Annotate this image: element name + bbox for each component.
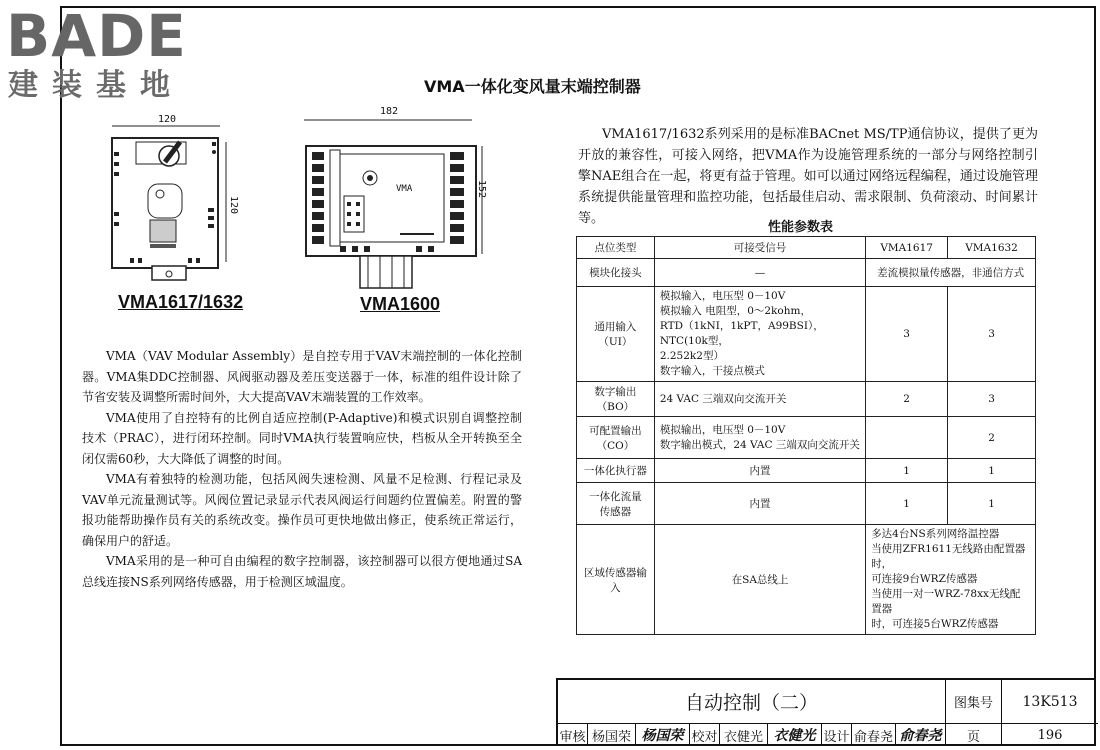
designer-signature: 俞春尧 (896, 724, 946, 746)
description-paragraph: VMA有着独特的检测功能，包括风阀失速检测、风量不足检测、行程记录及VAV单元流量测试等。风阀位置记录显示代表风阀运行间题约位置偏差。附置的警报功能帮助操作员有关的系统改变。操作员可更快地做出修正，使系统正常运行，确保用户的舒适。 (82, 472, 522, 548)
signal: 24 VAC 三端双向交流开关 (654, 382, 865, 417)
merged-value: 差流模拟量传感器，非通信方式 (866, 259, 1036, 287)
type-line: 传感器 (599, 505, 632, 518)
table-header: 可接受信号 (654, 237, 865, 259)
signal-line: RTD（1kNI，1kPT，A99BSI），NTC(10k型， (659, 320, 824, 347)
vma1617-value: 1 (866, 483, 948, 525)
drawing-name: 自动控制（二） (558, 680, 946, 724)
point-type: 区域传感器输入 (577, 525, 655, 635)
width-dimension: 182 (380, 106, 399, 117)
logo-word: BADE (6, 2, 187, 70)
check-label: 校对 (690, 724, 720, 746)
description-text (82, 346, 522, 592)
spec-table (576, 236, 1036, 635)
device-drawing-vma1600 (300, 106, 500, 316)
atlas-number: 13K513 (1002, 680, 1098, 724)
point-type (577, 417, 655, 459)
signal-line: 模拟输入，电压型 0－10V (659, 290, 786, 302)
point-type: 通用输入（UI） (577, 287, 655, 382)
vma1632-value: 2 (948, 417, 1036, 459)
type-line: 一体化流量 (589, 490, 642, 503)
description-paragraph: VMA使用了自控特有的比例自适应控制(P-Adaptive)和模式识别自调整控制技术（PRAC），进行闭环控制。同时VMA执行装置响应快，档板从全开转换至全闭仅需60秒，大大降低了调整的时间。 (82, 410, 522, 466)
table-row (577, 459, 1036, 483)
description-paragraph: VMA（VAV Modular Assembly）是自控专用于VAV末端控制的一体化控制器。VMA集DDC控制器、风阀驱动器及差压变送器于一体，标准的组件设计除了节省安装及调整所需时间外，大大提高VAV末端装置的工作效率。 (82, 349, 522, 404)
vma1617-value (866, 417, 948, 459)
checker-name: 衣健光 (720, 724, 768, 746)
device-label: VMA1600 (360, 294, 441, 314)
table-row (577, 417, 1036, 459)
table-header: VMA1617 (866, 237, 948, 259)
signal: 内置 (654, 483, 865, 525)
bade-logo (6, 4, 220, 104)
signal: — (654, 259, 865, 287)
review-label: 审核 (558, 724, 588, 746)
signal-line: 模拟输出，电压型 0－10V (659, 423, 786, 436)
signal-line: 数字输出模式，24 VAC 三端双向交流开关 (659, 438, 860, 451)
device-label: VMA1617/1632 (118, 292, 244, 312)
table-header: 点位类型 (577, 237, 655, 259)
signal: 在SA总线上 (654, 525, 865, 635)
vma1600-outline (300, 106, 500, 291)
vma1617-value: 2 (866, 382, 948, 417)
point-type (577, 483, 655, 525)
vma1617-value: 3 (866, 287, 948, 382)
signal (654, 287, 865, 382)
signal-line: 模拟输入 电阻型，0～2kohm， (659, 305, 811, 317)
designer-name: 俞春尧 (852, 724, 896, 746)
type-line: （CO） (596, 439, 635, 452)
atlas-label: 图集号 (946, 680, 1002, 724)
signal-line: 数字输入，干接点模式 (659, 365, 765, 377)
merged-value (866, 525, 1036, 635)
page-label: 页 (946, 724, 1002, 746)
signal-line: 2.252k2型） (659, 350, 724, 362)
reviewer-name: 杨国荣 (588, 724, 636, 746)
description-paragraph: VMA采用的是一种可自由编程的数字控制器，该控制器可以很方便地通过SA总线连接NS系列网络传感器，用于检测区域温度。 (82, 554, 522, 589)
signal (654, 417, 865, 459)
vma1617-outline (100, 112, 240, 282)
checker-signature: 衣健光 (768, 724, 822, 746)
vma1632-value: 3 (948, 287, 1036, 382)
point-type: 模块化接头 (577, 259, 655, 287)
signal: 内置 (654, 459, 865, 483)
merged-line: 当使用一对一WRZ-78xx无线配置器 (871, 588, 1021, 615)
table-row (577, 287, 1036, 382)
signature-row (558, 724, 1098, 748)
table-row (577, 382, 1036, 417)
intro-paragraph (578, 124, 1038, 229)
height-dimension: 152 (476, 180, 487, 199)
intro-text: VMA1617/1632系列采用的是标准BACnet MS/TP通信协议，提供了更为开放的兼容性，可接入网络，把VMA作为设施管理系统的一部分与网络控制引擎NAE组合在一起，将更有益于管理。如可以通过网络远程编程，通过设施管理系统提供能量管理和监控功能，包括最佳启动、需求限制、负荷滚动、时间累计等。 (578, 127, 1038, 226)
page-title: VMA一体化变风量末端控制器 (424, 77, 641, 96)
logo-subtitle: 建装基地 (8, 68, 184, 103)
table-header: VMA1632 (948, 237, 1036, 259)
device-drawing-vma1617 (100, 112, 244, 312)
merged-line: 当使用ZFR1611无线路由配置器时， (871, 543, 1026, 570)
point-type: 数字输出（BO） (577, 382, 655, 417)
merged-line: 可连接9台WRZ传感器 (871, 573, 978, 585)
vma1617-value: 1 (866, 459, 948, 483)
table-row (577, 483, 1036, 525)
table-title: 性能参数表 (768, 220, 834, 235)
table-header-row (577, 237, 1036, 259)
point-type: 一体化执行器 (577, 459, 655, 483)
page-number: 196 (1037, 727, 1063, 743)
vma1632-value: 1 (948, 483, 1036, 525)
design-label: 设计 (822, 724, 852, 746)
vma1632-value: 3 (948, 382, 1036, 417)
vma1632-value: 1 (948, 459, 1036, 483)
table-row (577, 525, 1036, 635)
height-dimension: 120 (228, 196, 239, 215)
reviewer-signature: 杨国荣 (636, 724, 690, 746)
merged-line: 时，可连接5台WRZ传感器 (871, 618, 999, 630)
type-line: 可配置输出 (589, 424, 642, 437)
table-row (577, 259, 1036, 287)
width-dimension: 120 (158, 114, 177, 125)
device-text: VMA (396, 184, 413, 194)
title-block (556, 678, 1096, 746)
merged-line: 多达4台NS系列网络温控器 (871, 528, 1000, 540)
